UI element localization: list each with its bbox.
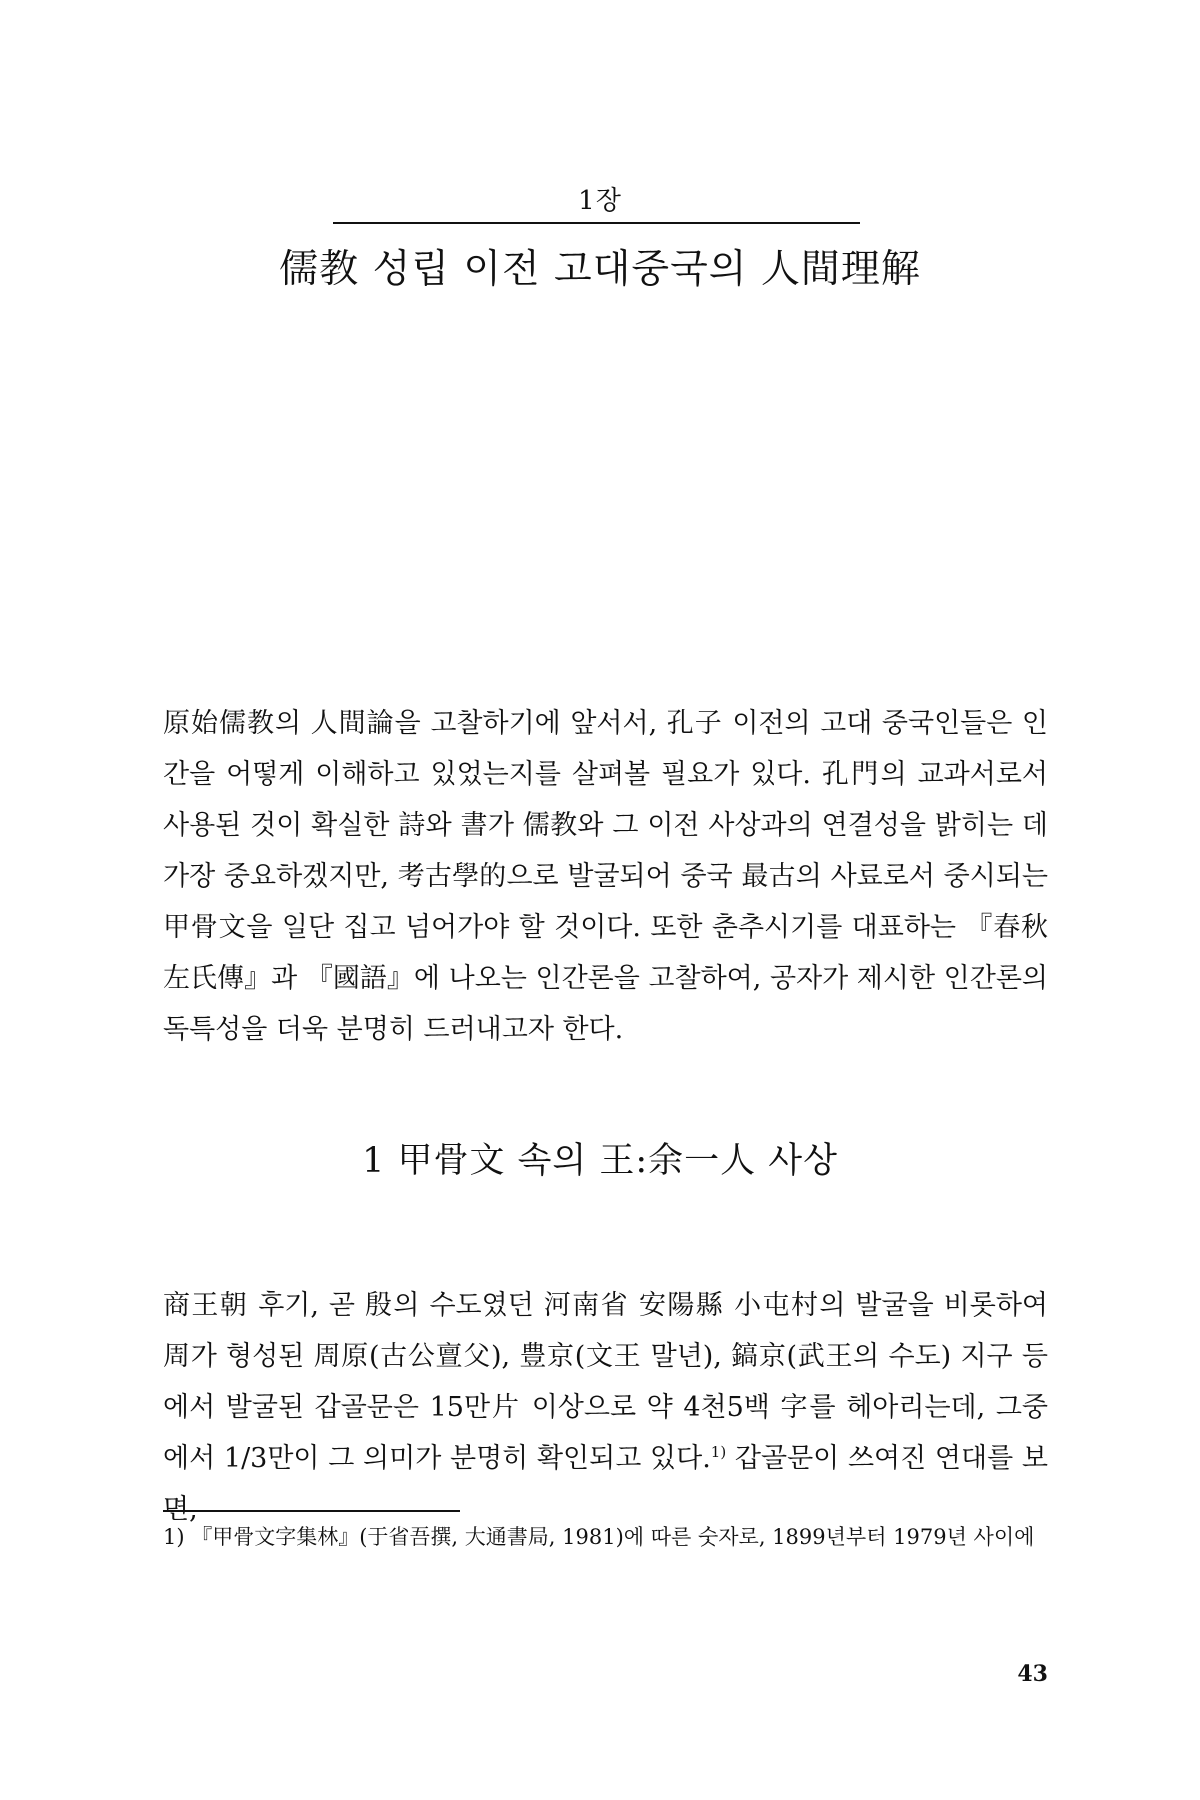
- section-paragraph-continuation: 갑골문이 쓰여진 연대를 보면,: [163, 1443, 1048, 1525]
- page-number: 43: [1017, 1661, 1048, 1687]
- footnote-rule: [163, 1510, 460, 1512]
- footnote: 1) 『甲骨文字集林』(于省吾撰, 大通書局, 1981)에 따른 숫자로, 1899년부터 1979년 사이에: [163, 1525, 1035, 1549]
- chapter-rule: [333, 222, 860, 224]
- intro-paragraph: 原始儒教의 人間論을 고찰하기에 앞서서, 孔子 이전의 고대 중국인들은 인간을 어떻게 이해하고 있었는지를 살펴볼 필요가 있다. 孔門의 교과서로서 사용된 것이 확실한 詩와 書가 儒教와 그 이전 사상과의 연결성을 밝히는 데 가장 중요하겠지만, 考古學的으로 발굴되어 중국 最古의 사료로서 중시되는 甲骨文을 일단 집고 넘어가야 할 것이다. 또한 춘추시기를 대표하는 『春秋左氏傳』과 『國語』에 나오는 인간론을 고찰하여, 공자가 제시한 인간론의 독특성을 더욱 분명히 드러내고자 한다.: [163, 708, 1048, 1045]
- section-heading: 1 甲骨文 속의 王:余一人 사상: [362, 1141, 838, 1181]
- chapter-title: 儒教 성립 이전 고대중국의 人間理解: [279, 247, 921, 292]
- section-paragraph: [163, 1280, 1048, 1535]
- chapter-label: 1장: [578, 186, 622, 216]
- section-paragraph-text: 商王朝 후기, 곧 殷의 수도였던 河南省 安陽縣 小屯村의 발굴을 비롯하여 周가 형성된 周原(古公亶父), 豊京(文王 말년), 鎬京(武王의 수도) 지구 등에서 발굴된 갑골문은 15만片 이상으로 약 4천5백 字를 헤아리는데, 그중에서 1/3만이 그 의미가 분명히 확인되고 있다.: [163, 1290, 1048, 1474]
- footnote-marker[interactable]: 1): [710, 1443, 727, 1461]
